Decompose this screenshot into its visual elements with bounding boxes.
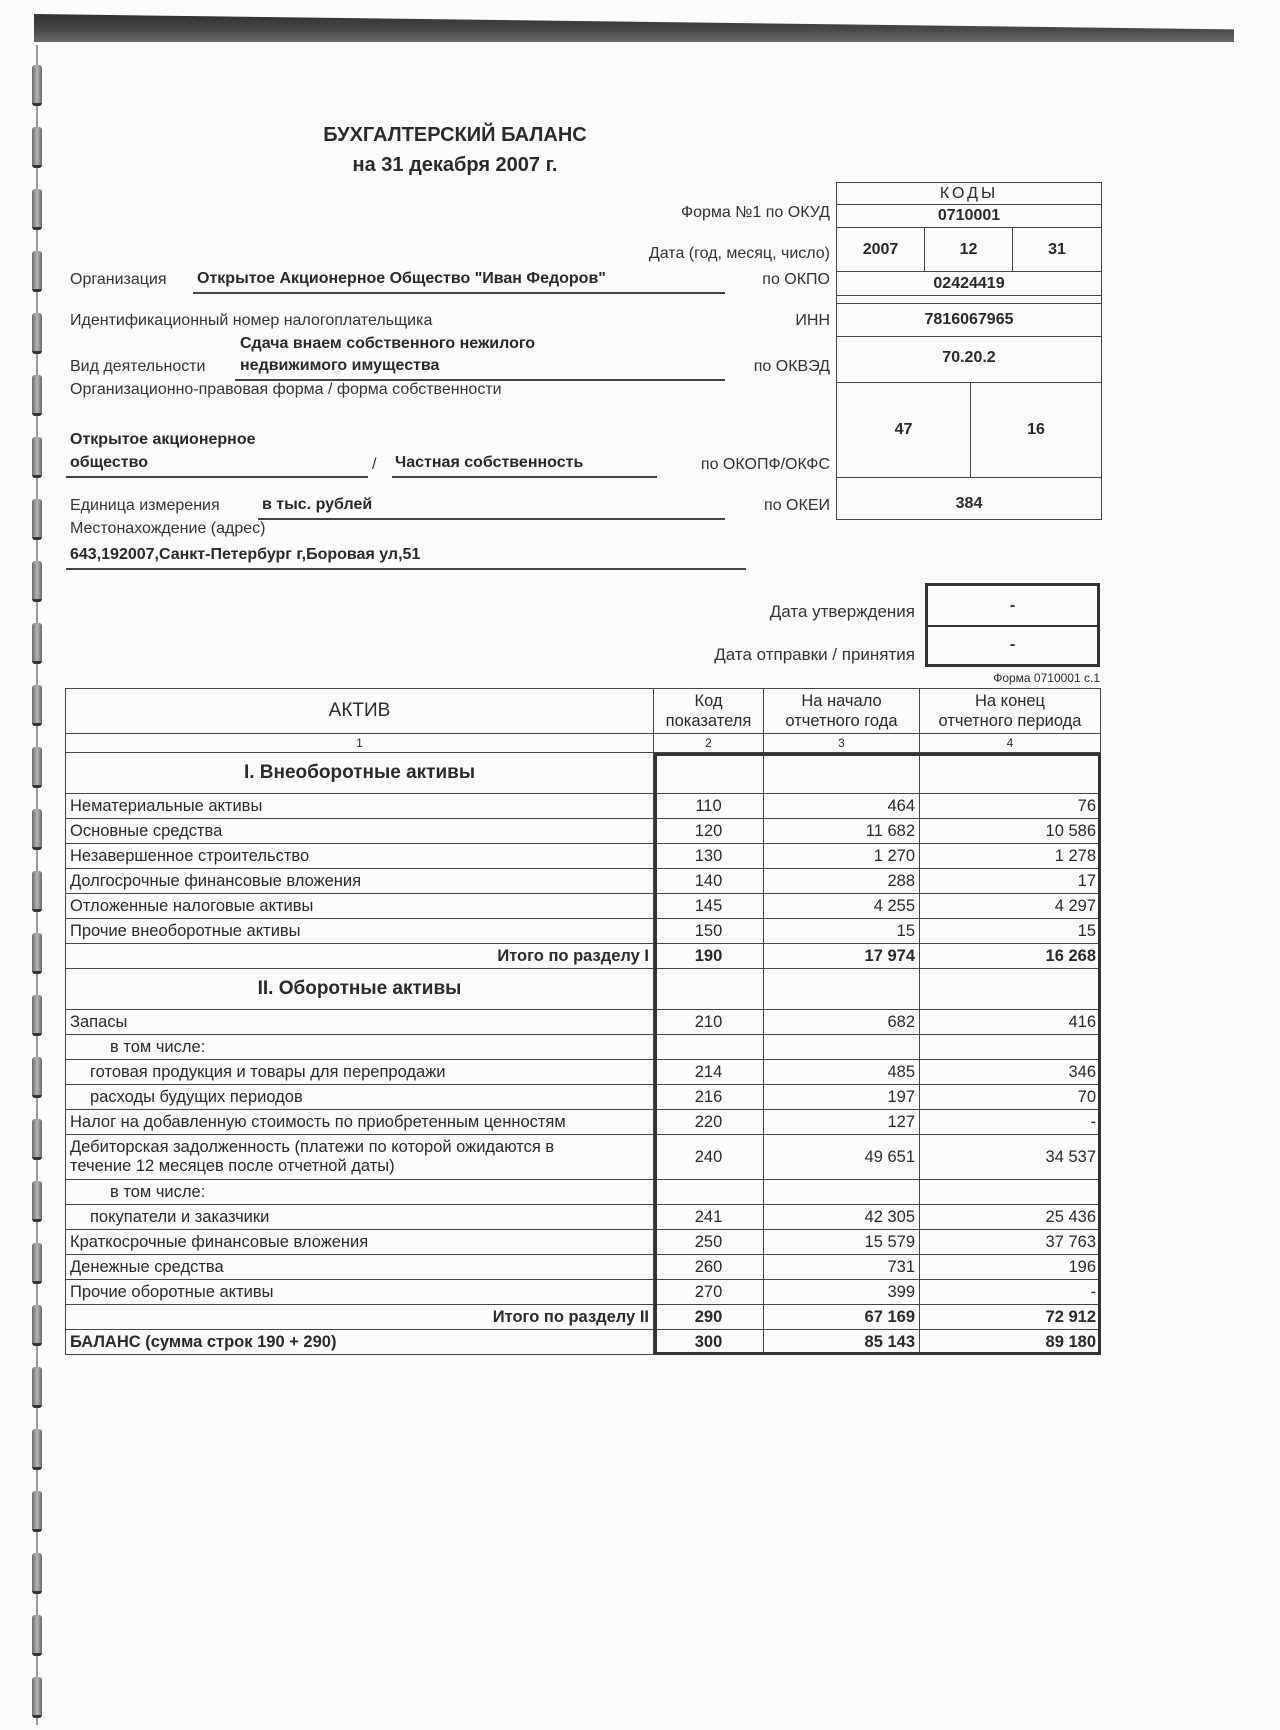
row-end-value: - (920, 1110, 1101, 1135)
row-code: 216 (654, 1085, 764, 1110)
row-label: Итого по разделу I (66, 944, 654, 969)
row-code: 220 (654, 1110, 764, 1135)
binding-ring (32, 1491, 42, 1532)
row-code: 241 (654, 1205, 764, 1230)
binding-ring (32, 623, 42, 664)
binding-ring (32, 1243, 42, 1284)
legal-form-line1: Открытое акционерное (70, 431, 256, 448)
row-start-value: 42 305 (764, 1205, 920, 1230)
table-row (66, 894, 1101, 919)
section-header: II. Оборотные активы (66, 969, 1101, 1010)
okfs-code: 16 (970, 382, 1102, 478)
binding-ring (32, 499, 42, 540)
row-code: 260 (654, 1255, 764, 1280)
unit-label: Единица измерения (70, 497, 220, 514)
okopf-code: 47 (836, 382, 971, 478)
binding-ring (32, 1367, 42, 1408)
address-value: 643,192007,Санкт-Петербург г,Боровая ул,51 (70, 546, 421, 563)
table-header-row (66, 689, 1101, 734)
row-code: 270 (654, 1280, 764, 1305)
row-code: 140 (654, 869, 764, 894)
table-row (66, 1330, 1101, 1355)
approval-dates-box (925, 583, 1100, 667)
inn-code: 7816067965 (836, 303, 1102, 337)
binding-ring (32, 809, 42, 850)
binding-ring (32, 995, 42, 1036)
address-underline (66, 568, 746, 570)
row-code: 290 (654, 1305, 764, 1330)
inn-label: ИНН (795, 312, 830, 329)
row-label: Долгосрочные финансовые вложения (66, 869, 654, 894)
table-row (66, 1085, 1101, 1110)
row-end-value: 16 268 (920, 944, 1101, 969)
row-start-value: 731 (764, 1255, 920, 1280)
row-end-value: 15 (920, 919, 1101, 944)
document-title: БУХГАЛТЕРСКИЙ БАЛАНС (323, 124, 587, 146)
unit-underline (258, 518, 725, 520)
row-end-value: 17 (920, 869, 1101, 894)
row-label: Нематериальные активы (66, 794, 654, 819)
table-row (66, 919, 1101, 944)
binding-ring (32, 1553, 42, 1594)
row-start-value (764, 1035, 920, 1060)
row-start-value: 464 (764, 794, 920, 819)
row-end-value: 76 (920, 794, 1101, 819)
row-end-value: 346 (920, 1060, 1101, 1085)
row-label: Запасы (66, 1010, 654, 1035)
row-label: в том числе: (66, 1180, 654, 1205)
row-code: 250 (654, 1230, 764, 1255)
row-code: 300 (654, 1330, 764, 1355)
row-label: Краткосрочные финансовые вложения (66, 1230, 654, 1255)
row-label: Основные средства (66, 819, 654, 844)
binding-ring (32, 127, 42, 168)
row-end-value: 72 912 (920, 1305, 1101, 1330)
binding-ring (32, 933, 42, 974)
binding-ring (32, 1429, 42, 1470)
balance-table (65, 688, 1101, 1355)
row-label: Денежные средства (66, 1255, 654, 1280)
date-label: Дата (год, месяц, число) (648, 245, 830, 262)
row-start-value: 4 255 (764, 894, 920, 919)
row-code: 110 (654, 794, 764, 819)
row-start-value: 85 143 (764, 1330, 920, 1355)
column-number-row: 1 2 3 4 (66, 734, 1101, 753)
row-label: расходы будущих периодов (66, 1085, 654, 1110)
row-end-value: 37 763 (920, 1230, 1101, 1255)
okved-code: 70.20.2 (836, 336, 1102, 383)
okopf-label: по ОКОПФ/ОКФС (700, 456, 830, 473)
ownership-underline (392, 476, 657, 478)
binding-ring (32, 1181, 42, 1222)
row-start-value: 17 974 (764, 944, 920, 969)
codes-heading: КОДЫ (836, 182, 1102, 205)
header-asset: АКТИВ (66, 689, 654, 734)
row-label: Прочие внеоборотные активы (66, 919, 654, 944)
table-row (66, 1035, 1101, 1060)
row-code: 130 (654, 844, 764, 869)
approval-value: - (928, 586, 1097, 627)
table-row (66, 844, 1101, 869)
table-row (66, 819, 1101, 844)
binding-ring (32, 1057, 42, 1098)
ownership-value: Частная собственность (395, 454, 584, 471)
table-row (66, 1010, 1101, 1035)
org-value: Открытое Акционерное Общество "Иван Федоров" (197, 270, 606, 287)
row-code: 150 (654, 919, 764, 944)
date-month: 12 (924, 227, 1013, 272)
legal-form-separator: / (372, 456, 377, 473)
address-label: Местонахождение (адрес) (70, 520, 266, 537)
table-row (66, 1255, 1101, 1280)
row-label: Прочие оборотные активы (66, 1280, 654, 1305)
row-start-value: 11 682 (764, 819, 920, 844)
binding-ring (32, 871, 42, 912)
binder-top-edge (34, 14, 1234, 42)
row-end-value (920, 1035, 1101, 1060)
row-end-value (920, 1180, 1101, 1205)
header-end: На конец отчетного периода (920, 689, 1101, 734)
row-label: Дебиторская задолженность (платежи по которой ожидаются в течение 12 месяцев после отчетной даты) (66, 1135, 654, 1180)
binding-ring (32, 1677, 42, 1718)
row-label: Итого по разделу II (66, 1305, 654, 1330)
row-code: 210 (654, 1010, 764, 1035)
binding-ring (32, 251, 42, 292)
table-row (66, 869, 1101, 894)
row-code: 120 (654, 819, 764, 844)
row-code (654, 1035, 764, 1060)
binding-ring (32, 375, 42, 416)
activity-label: Вид деятельности (70, 358, 206, 375)
legal-form-underline (66, 476, 368, 478)
row-end-value: 89 180 (920, 1330, 1101, 1355)
table-row (66, 1135, 1101, 1180)
row-end-value: 416 (920, 1010, 1101, 1035)
row-code (654, 1180, 764, 1205)
okpo-code: 02424419 (836, 271, 1102, 296)
row-end-value: 70 (920, 1085, 1101, 1110)
row-start-value (764, 1180, 920, 1205)
binding-ring (32, 189, 42, 230)
document-subtitle: на 31 декабря 2007 г. (352, 154, 558, 176)
binding-ring (32, 747, 42, 788)
activity-line2: недвижимого имущества (240, 357, 440, 374)
row-start-value: 127 (764, 1110, 920, 1135)
okei-code: 384 (836, 477, 1102, 520)
row-end-value: 1 278 (920, 844, 1101, 869)
row-start-value: 67 169 (764, 1305, 920, 1330)
okei-label: по ОКЕИ (764, 497, 830, 514)
table-row (66, 1305, 1101, 1330)
row-start-value: 399 (764, 1280, 920, 1305)
row-start-value: 197 (764, 1085, 920, 1110)
row-start-value: 15 579 (764, 1230, 920, 1255)
row-label: Отложенные налоговые активы (66, 894, 654, 919)
unit-value: в тыс. рублей (262, 496, 373, 513)
table-row (66, 1180, 1101, 1205)
date-year: 2007 (836, 227, 925, 272)
row-code: 190 (654, 944, 764, 969)
form-note: Форма 0710001 с.1 (993, 671, 1100, 685)
table-row (66, 944, 1101, 969)
section-header: I. Внеоборотные активы (66, 753, 1101, 794)
row-end-value: 10 586 (920, 819, 1101, 844)
date-day: 31 (1012, 227, 1102, 272)
table-row (66, 1280, 1101, 1305)
row-code: 214 (654, 1060, 764, 1085)
activity-line1: Сдача внаем собственного нежилого (240, 335, 536, 352)
row-start-value: 15 (764, 919, 920, 944)
binding-ring (32, 437, 42, 478)
row-start-value: 49 651 (764, 1135, 920, 1180)
row-end-value: 196 (920, 1255, 1101, 1280)
row-label: в том числе: (66, 1035, 654, 1060)
row-code: 145 (654, 894, 764, 919)
row-start-value: 1 270 (764, 844, 920, 869)
row-end-value: - (920, 1280, 1101, 1305)
legal-form-caption: Организационно-правовая форма / форма собственности (70, 381, 502, 398)
header-code: Код показателя (654, 689, 764, 734)
sent-value: - (1009, 635, 1016, 653)
row-end-value: 4 297 (920, 894, 1101, 919)
row-label: БАЛАНС (сумма строк 190 + 290) (66, 1330, 654, 1355)
table-row (66, 1205, 1101, 1230)
row-label: Незавершенное строительство (66, 844, 654, 869)
org-underline (193, 292, 725, 294)
binding-ring (32, 1615, 42, 1656)
binding-ring (32, 65, 42, 106)
okpo-label: по ОКПО (762, 271, 830, 288)
row-start-value: 485 (764, 1060, 920, 1085)
row-label: готовая продукция и товары для перепродажи (66, 1060, 654, 1085)
binding-ring (32, 685, 42, 726)
org-label: Организация (70, 271, 167, 288)
okved-label: по ОКВЭД (753, 358, 830, 375)
sent-label: Дата отправки / принятия (714, 645, 915, 664)
okud-label: Форма №1 по ОКУД (680, 204, 830, 221)
binding-ring (32, 1305, 42, 1346)
row-label: Налог на добавленную стоимость по приобретенным ценностям (66, 1110, 654, 1135)
binding-ring (32, 313, 42, 354)
row-label: покупатели и заказчики (66, 1205, 654, 1230)
table-row (66, 1060, 1101, 1085)
row-code: 240 (654, 1135, 764, 1180)
table-row (66, 1230, 1101, 1255)
binding-ring (32, 561, 42, 602)
okud-code: 0710001 (836, 204, 1102, 228)
inn-caption: Идентификационный номер налогоплательщика (70, 312, 433, 329)
header-start: На начало отчетного года (764, 689, 920, 734)
binding-ring (32, 1119, 42, 1160)
row-end-value: 25 436 (920, 1205, 1101, 1230)
table-row (66, 794, 1101, 819)
table-row (66, 1110, 1101, 1135)
approval-label: Дата утверждения (769, 602, 915, 621)
row-start-value: 682 (764, 1010, 920, 1035)
row-end-value: 34 537 (920, 1135, 1101, 1180)
legal-form-line2: общество (70, 454, 148, 471)
spiral-binding (30, 45, 44, 1725)
row-start-value: 288 (764, 869, 920, 894)
